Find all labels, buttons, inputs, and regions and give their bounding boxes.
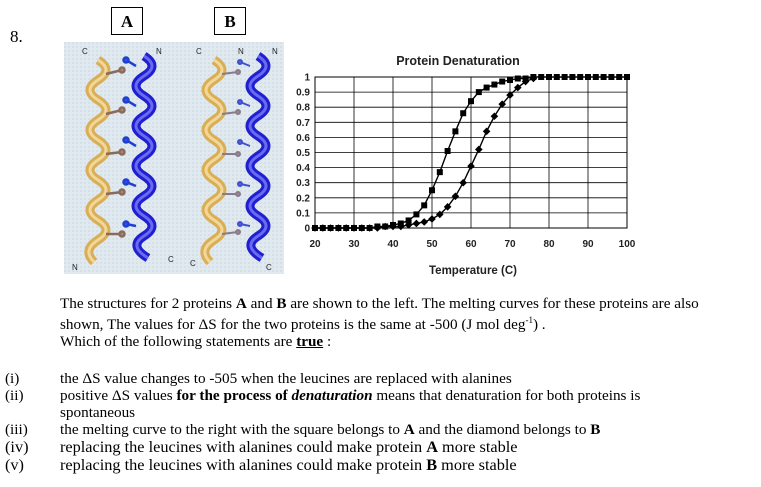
- protein-a-ref: A: [403, 421, 415, 438]
- chart-title: Protein Denaturation: [396, 54, 520, 68]
- text-part: more stable: [437, 437, 518, 456]
- square-marker: [499, 79, 505, 85]
- question-number: 8.: [10, 27, 23, 46]
- x-tick-label: 50: [426, 239, 438, 250]
- statement-list: [5, 370, 745, 474]
- text-bold: for the process of: [176, 387, 292, 404]
- square-marker: [569, 74, 575, 80]
- helix-a-top-right-label: N: [156, 47, 162, 56]
- square-marker: [538, 74, 544, 80]
- helix-b-top-right-label: N: [272, 47, 278, 56]
- square-marker: [413, 211, 419, 217]
- text-part: more stable: [437, 455, 517, 474]
- helix-b-bottom-left-label: C: [190, 259, 196, 268]
- label-b-box: B: [214, 7, 246, 35]
- statement-item: [5, 456, 745, 474]
- square-marker: [562, 74, 568, 80]
- protein-b-ref: B: [426, 455, 438, 474]
- para-text: ) .: [532, 316, 546, 334]
- statement-text: [60, 456, 740, 473]
- y-tick-label: 0.2: [296, 193, 310, 205]
- square-marker: [515, 76, 521, 82]
- text-part: means that denaturation for both proteins is: [372, 387, 641, 404]
- square-marker: [491, 82, 497, 88]
- para-text: shown, The values for ΔS for the two proteins is the same at -500 (J mol deg: [60, 316, 526, 334]
- y-tick-label: 0.7: [296, 117, 310, 129]
- square-marker: [421, 202, 427, 208]
- y-tick-label: 0.6: [296, 132, 310, 144]
- square-marker: [577, 74, 583, 80]
- statement-item: [5, 438, 745, 456]
- para-text: and: [246, 295, 277, 312]
- protein-structures-image: [64, 42, 284, 274]
- statement-text: [60, 421, 740, 438]
- statement-item: [5, 370, 745, 387]
- statement-text: [60, 438, 740, 455]
- square-marker: [593, 74, 599, 80]
- statement-text: [60, 387, 740, 421]
- helix-illustration: [64, 42, 284, 274]
- para-text: :: [323, 333, 332, 351]
- text-bold-italic: denaturation: [291, 387, 373, 404]
- y-tick-label: 0.1: [296, 208, 310, 220]
- text-part: spontaneous: [60, 404, 136, 421]
- square-marker: [437, 169, 443, 175]
- square-marker: [507, 77, 513, 83]
- x-tick-label: 80: [543, 239, 555, 250]
- y-tick-label: 1: [304, 72, 310, 84]
- x-tick-label: 40: [387, 239, 399, 250]
- paragraph-line-2: [60, 312, 750, 333]
- x-tick-label: 70: [504, 239, 516, 250]
- paragraph-line-1: [60, 295, 750, 312]
- text-part: replacing the leucines with alanines could make protein: [60, 455, 427, 474]
- square-marker: [624, 74, 630, 80]
- square-marker: [476, 89, 482, 95]
- para-text: The structures for 2 proteins: [60, 295, 236, 312]
- square-marker: [554, 74, 560, 80]
- square-marker: [452, 128, 458, 134]
- helix-a-top-left-label: C: [82, 47, 88, 56]
- square-marker: [616, 74, 622, 80]
- square-marker: [484, 85, 490, 91]
- text-part: positive ΔS values: [60, 387, 177, 404]
- protein-a-ref: A: [235, 295, 247, 312]
- statement-number: (i): [5, 370, 20, 387]
- statement-item: [5, 387, 745, 421]
- y-tick-label: 0: [304, 223, 310, 235]
- y-tick-label: 0.4: [296, 163, 310, 175]
- true-emphasis: true: [296, 333, 324, 351]
- superscript: -1: [525, 315, 533, 325]
- protein-a-ref: A: [426, 437, 438, 456]
- statement-number: (v): [5, 455, 24, 474]
- y-tick-label: 0.3: [296, 178, 310, 190]
- square-marker: [445, 148, 451, 154]
- y-tick-label: 0.5: [296, 148, 310, 159]
- plot-area: [296, 73, 636, 251]
- square-marker: [585, 74, 591, 80]
- statement-number: (iii): [5, 421, 28, 438]
- statement-text: the ΔS value changes to -505 when the leucines are replaced with alanines: [60, 370, 512, 387]
- y-tick-label: 0.8: [296, 102, 310, 114]
- square-marker: [468, 98, 474, 104]
- text-part: replacing the leucines with alanines could make protein: [60, 437, 427, 456]
- denaturation-chart: [286, 44, 636, 284]
- helix-b-top-mid-label: N: [238, 47, 244, 56]
- square-marker: [546, 74, 552, 80]
- square-marker: [601, 74, 607, 80]
- square-marker: [460, 110, 466, 116]
- paragraph-line-3: [60, 333, 750, 350]
- text-part: and the diamond belongs to: [414, 421, 591, 438]
- x-tick-label: 20: [309, 239, 321, 250]
- helix-a-bottom-left-label: N: [72, 263, 78, 272]
- statement-item: [5, 421, 745, 438]
- para-text: are shown to the left. The melting curves for these proteins are also: [286, 295, 699, 312]
- label-a-box: A: [111, 7, 143, 35]
- statement-number: (iv): [5, 437, 29, 456]
- x-tick-label: 30: [348, 239, 360, 250]
- protein-b-ref: B: [590, 421, 601, 438]
- helix-b-bottom-right-label: C: [266, 263, 272, 272]
- statement-number: (ii): [5, 387, 24, 404]
- protein-b-ref: B: [276, 295, 287, 312]
- x-tick-label: 60: [465, 239, 477, 250]
- x-tick-label: 90: [582, 239, 594, 250]
- text-part: the melting curve to the right with the square belongs to: [60, 421, 404, 438]
- helix-a-bottom-right-label: C: [168, 255, 174, 264]
- square-marker: [429, 187, 435, 193]
- square-marker: [608, 74, 614, 80]
- x-axis-label: Temperature (C): [429, 265, 517, 277]
- helix-b-top-left-label: C: [196, 47, 202, 56]
- para-text: Which of the following statements are: [60, 333, 297, 351]
- x-tick-label: 100: [618, 239, 636, 250]
- question-paragraph: [60, 295, 750, 350]
- y-tick-label: 0.9: [296, 87, 310, 99]
